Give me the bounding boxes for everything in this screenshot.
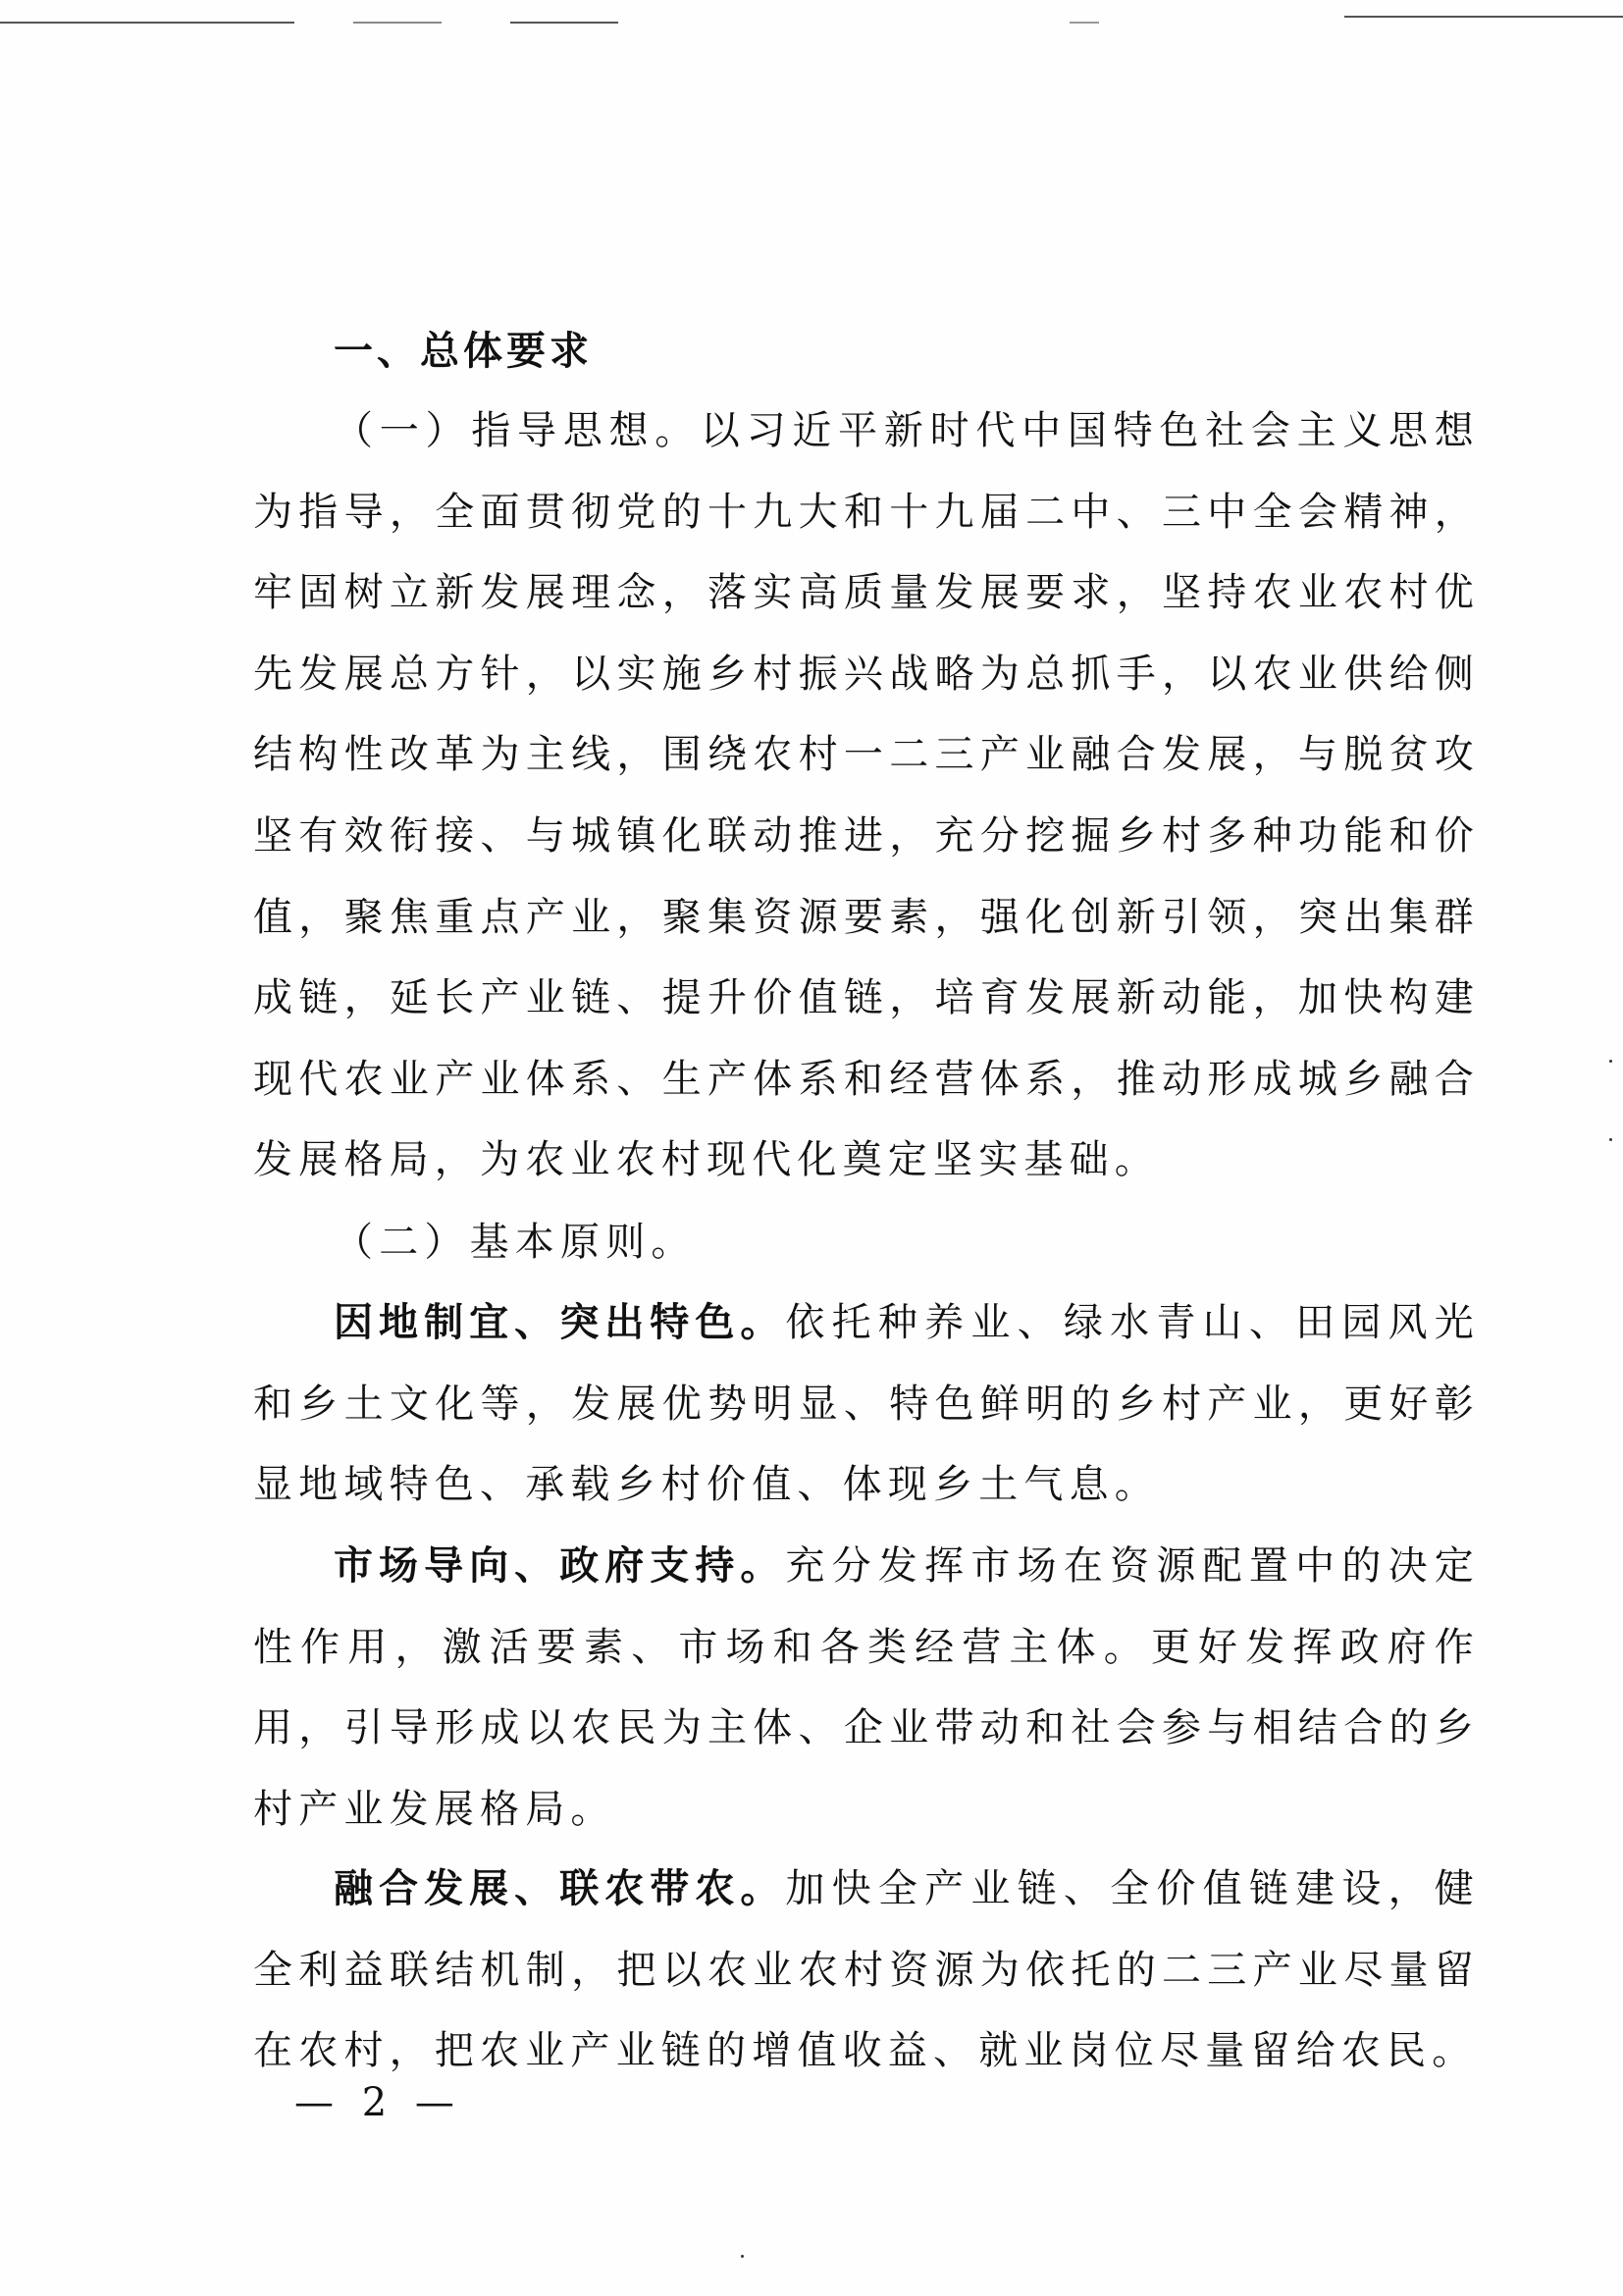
paragraph-principle-local: [253, 1282, 1480, 1526]
paragraph-text: 加快全产业链、全价值链建设，健全利益联结机制，把以农业农村资源为依托的二三产业尽量留在农村，把农业产业链的增值收益、就业岗位尽量留给农民。: [253, 1866, 1481, 2074]
scan-speck: [1609, 1138, 1612, 1141]
scan-artifact-line: [1070, 22, 1099, 24]
paragraph-principle-integration: [253, 1849, 1480, 2092]
page-number: — 2 —: [294, 2080, 462, 2125]
paragraph-text: （二）基本原则。: [334, 1220, 697, 1265]
scan-artifact-line: [510, 22, 618, 24]
scan-speck: [741, 2255, 744, 2258]
principle-lead: 因地制宜、突出特色。: [334, 1300, 786, 1345]
paragraph-basic-principles: [253, 1202, 1480, 1283]
scan-artifact-line: [0, 22, 294, 24]
paragraph-text: 依托种养业、绿水青山、田园风光和乡土文化等，发展优势明显、特色鲜明的乡村产业，更好彰显地域特色、承载乡村价值、体现乡土气息。: [253, 1300, 1481, 1508]
scan-artifact-line: [353, 22, 442, 24]
paragraph-guiding-ideology: [253, 391, 1480, 1201]
section-heading: 一、总体要求: [334, 329, 593, 374]
scan-artifact-line: [1344, 16, 1623, 18]
principle-lead: 融合发展、联农带农。: [334, 1866, 786, 1911]
paragraph-text: 充分发挥市场在资源配置中的决定性作用，激活要素、市场和各类经营主体。更好发挥政府作用，引导形成以农民为主体、企业带动和社会参与相结合的乡村产业发展格局。: [253, 1543, 1481, 1832]
scan-speck: [1609, 1060, 1612, 1063]
principle-lead: 市场导向、政府支持。: [334, 1543, 786, 1589]
paragraph-text: （一）指导思想。以习近平新时代中国特色社会主义思想为指导，全面贯彻党的十九大和十九届二中、三中全会精神，牢固树立新发展理念，落实高质量发展要求，坚持农业农村优先发展总方针，以实施乡村振兴战略为总抓手，以农业供给侧结构性改革为主线，围绕农村一二三产业融合发展，与脱贫攻坚有效衔接、与城镇化联动推进，充分挖掘乡村多种功能和价值，聚焦重点产业，聚集资源要素，强化创新引领，突出集群成链，延长产业链、提升价值链，培育发展新动能，加快构建现代农业产业体系、生产体系和经营体系，推动形成城乡融合发展格局，为农业农村现代化奠定坚实基础。: [253, 408, 1480, 1183]
paragraph-principle-market: [253, 1526, 1480, 1850]
